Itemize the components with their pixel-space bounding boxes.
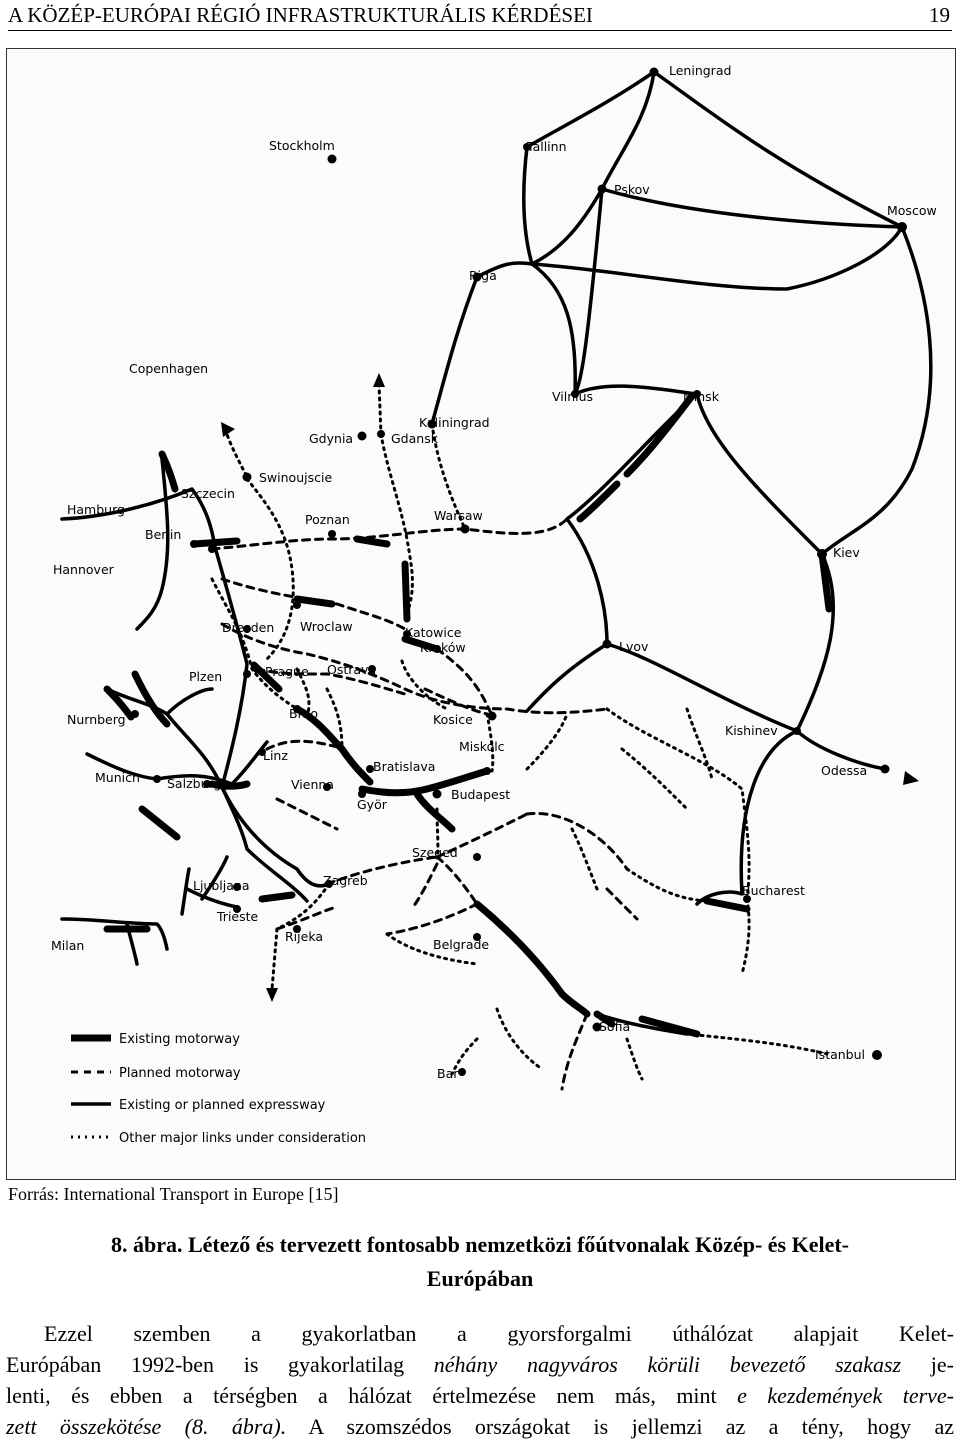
legend-label: Existing or planned expressway (119, 1098, 326, 1113)
city-label: Vienna (291, 777, 334, 792)
city-label: Plzen (189, 669, 223, 684)
city-label: Odessa (821, 763, 868, 778)
city-label: Budapest (451, 787, 511, 802)
city-label: Stockholm (269, 138, 335, 153)
city-label: Rijeka (285, 929, 324, 944)
city-label: Ostrava (327, 662, 377, 677)
city-label: Milan (51, 938, 85, 953)
city-label: Hamburg (67, 502, 125, 517)
city-label: Swinoujscie (259, 470, 333, 485)
city-label: Copenhagen (129, 361, 209, 376)
map-legend (71, 1032, 366, 1146)
city-label: Hannover (53, 562, 114, 577)
city-label: Prague (265, 664, 309, 679)
city-label: Zagreb (323, 873, 368, 888)
city-label: Kishinev (725, 723, 778, 738)
figure-caption (0, 1228, 960, 1296)
city-label: Moscow (887, 203, 937, 218)
caption-text-line2: Európában (426, 1266, 534, 1291)
city-label: Minsk (683, 389, 719, 404)
city-label: Bar (437, 1066, 459, 1081)
city-label: Kraków (420, 640, 466, 655)
page-header (8, 2, 952, 31)
city-label: Kaliningrad (419, 415, 490, 430)
arrow-southeast-icon (903, 771, 919, 785)
city-label: Vilnius (552, 389, 594, 404)
city-label: Bratislava (373, 759, 436, 774)
city-label: Katowice (405, 625, 462, 640)
legend-label: Planned motorway (119, 1066, 241, 1081)
transport-map (6, 48, 956, 1180)
city-label: Szczecin (181, 486, 235, 501)
city-label: Belgrade (433, 937, 490, 952)
paragraph-line: zett összekötése (8. ábra). A szomszédos országokat is jellemzi az a tény, hogy az (6, 1414, 954, 1439)
legend-label: Other major links under consideration (119, 1131, 367, 1146)
city-label: Warsaw (434, 508, 483, 523)
city-label: Ljubljana (193, 878, 250, 893)
page-number: 19 (929, 3, 950, 27)
city-label: Leningrad (669, 63, 732, 78)
city-label: Wroclaw (300, 619, 353, 634)
figure-source: Forrás: International Transport in Europe [15] (8, 1184, 339, 1204)
caption-text-line1: Létező és tervezett fontosabb nemzetközi főútvonalak Közép- és Kelet- (187, 1232, 850, 1257)
caption-number: 8. ábra. (110, 1232, 183, 1257)
city-label: Riga (469, 268, 497, 283)
body-paragraph (6, 1318, 954, 1442)
city-label: Pskov (614, 182, 650, 197)
arrow-north-icon (373, 373, 385, 387)
city-label: Bucharest (742, 883, 805, 898)
city-label: Brno (289, 706, 319, 721)
city-label: Istanbul (815, 1047, 866, 1062)
map-svg (7, 49, 955, 1179)
city-label: Sofia (599, 1019, 631, 1034)
city-label: Gdynia (309, 431, 354, 446)
paragraph-line: Európában 1992-ben is gyakorlatilag néhány nagyváros körüli bevezető szakasz je- (6, 1352, 954, 1377)
city-label: Kosice (433, 712, 473, 727)
paragraph-line: lenti, és ebben a térségben a hálózat értelmezése nem más, mint e kezdemények terve- (6, 1383, 954, 1408)
city-label: Kiev (833, 545, 860, 560)
city-label: Salzburg (167, 776, 222, 791)
arrow-south-icon (266, 988, 278, 1002)
city-label: Dresden (222, 620, 275, 635)
city-label: Munich (95, 770, 140, 785)
city-label: Trieste (217, 909, 259, 924)
running-title: A KÖZÉP-EURÓPAI RÉGIÓ INFRASTRUKTURÁLIS KÉRDÉSEI (8, 3, 593, 27)
city-labels (51, 63, 937, 1081)
city-label: Györ (357, 797, 387, 812)
city-label: Gdansk (391, 431, 438, 446)
city-label: Linz (263, 748, 288, 763)
city-label: Berlin (145, 527, 182, 542)
paragraph-line: Ezzel szemben a gyakorlatban a gyorsforgalmi úthálózat alapjait Kelet- (44, 1321, 954, 1346)
city-label: Tallinn (527, 139, 567, 154)
city-label: Szeged (412, 845, 458, 860)
city-label: Lvov (619, 639, 649, 654)
city-label: Miskolc (459, 739, 505, 754)
city-label: Poznan (305, 512, 350, 527)
city-label: Nurnberg (67, 712, 126, 727)
legend-label: Existing motorway (119, 1032, 240, 1047)
